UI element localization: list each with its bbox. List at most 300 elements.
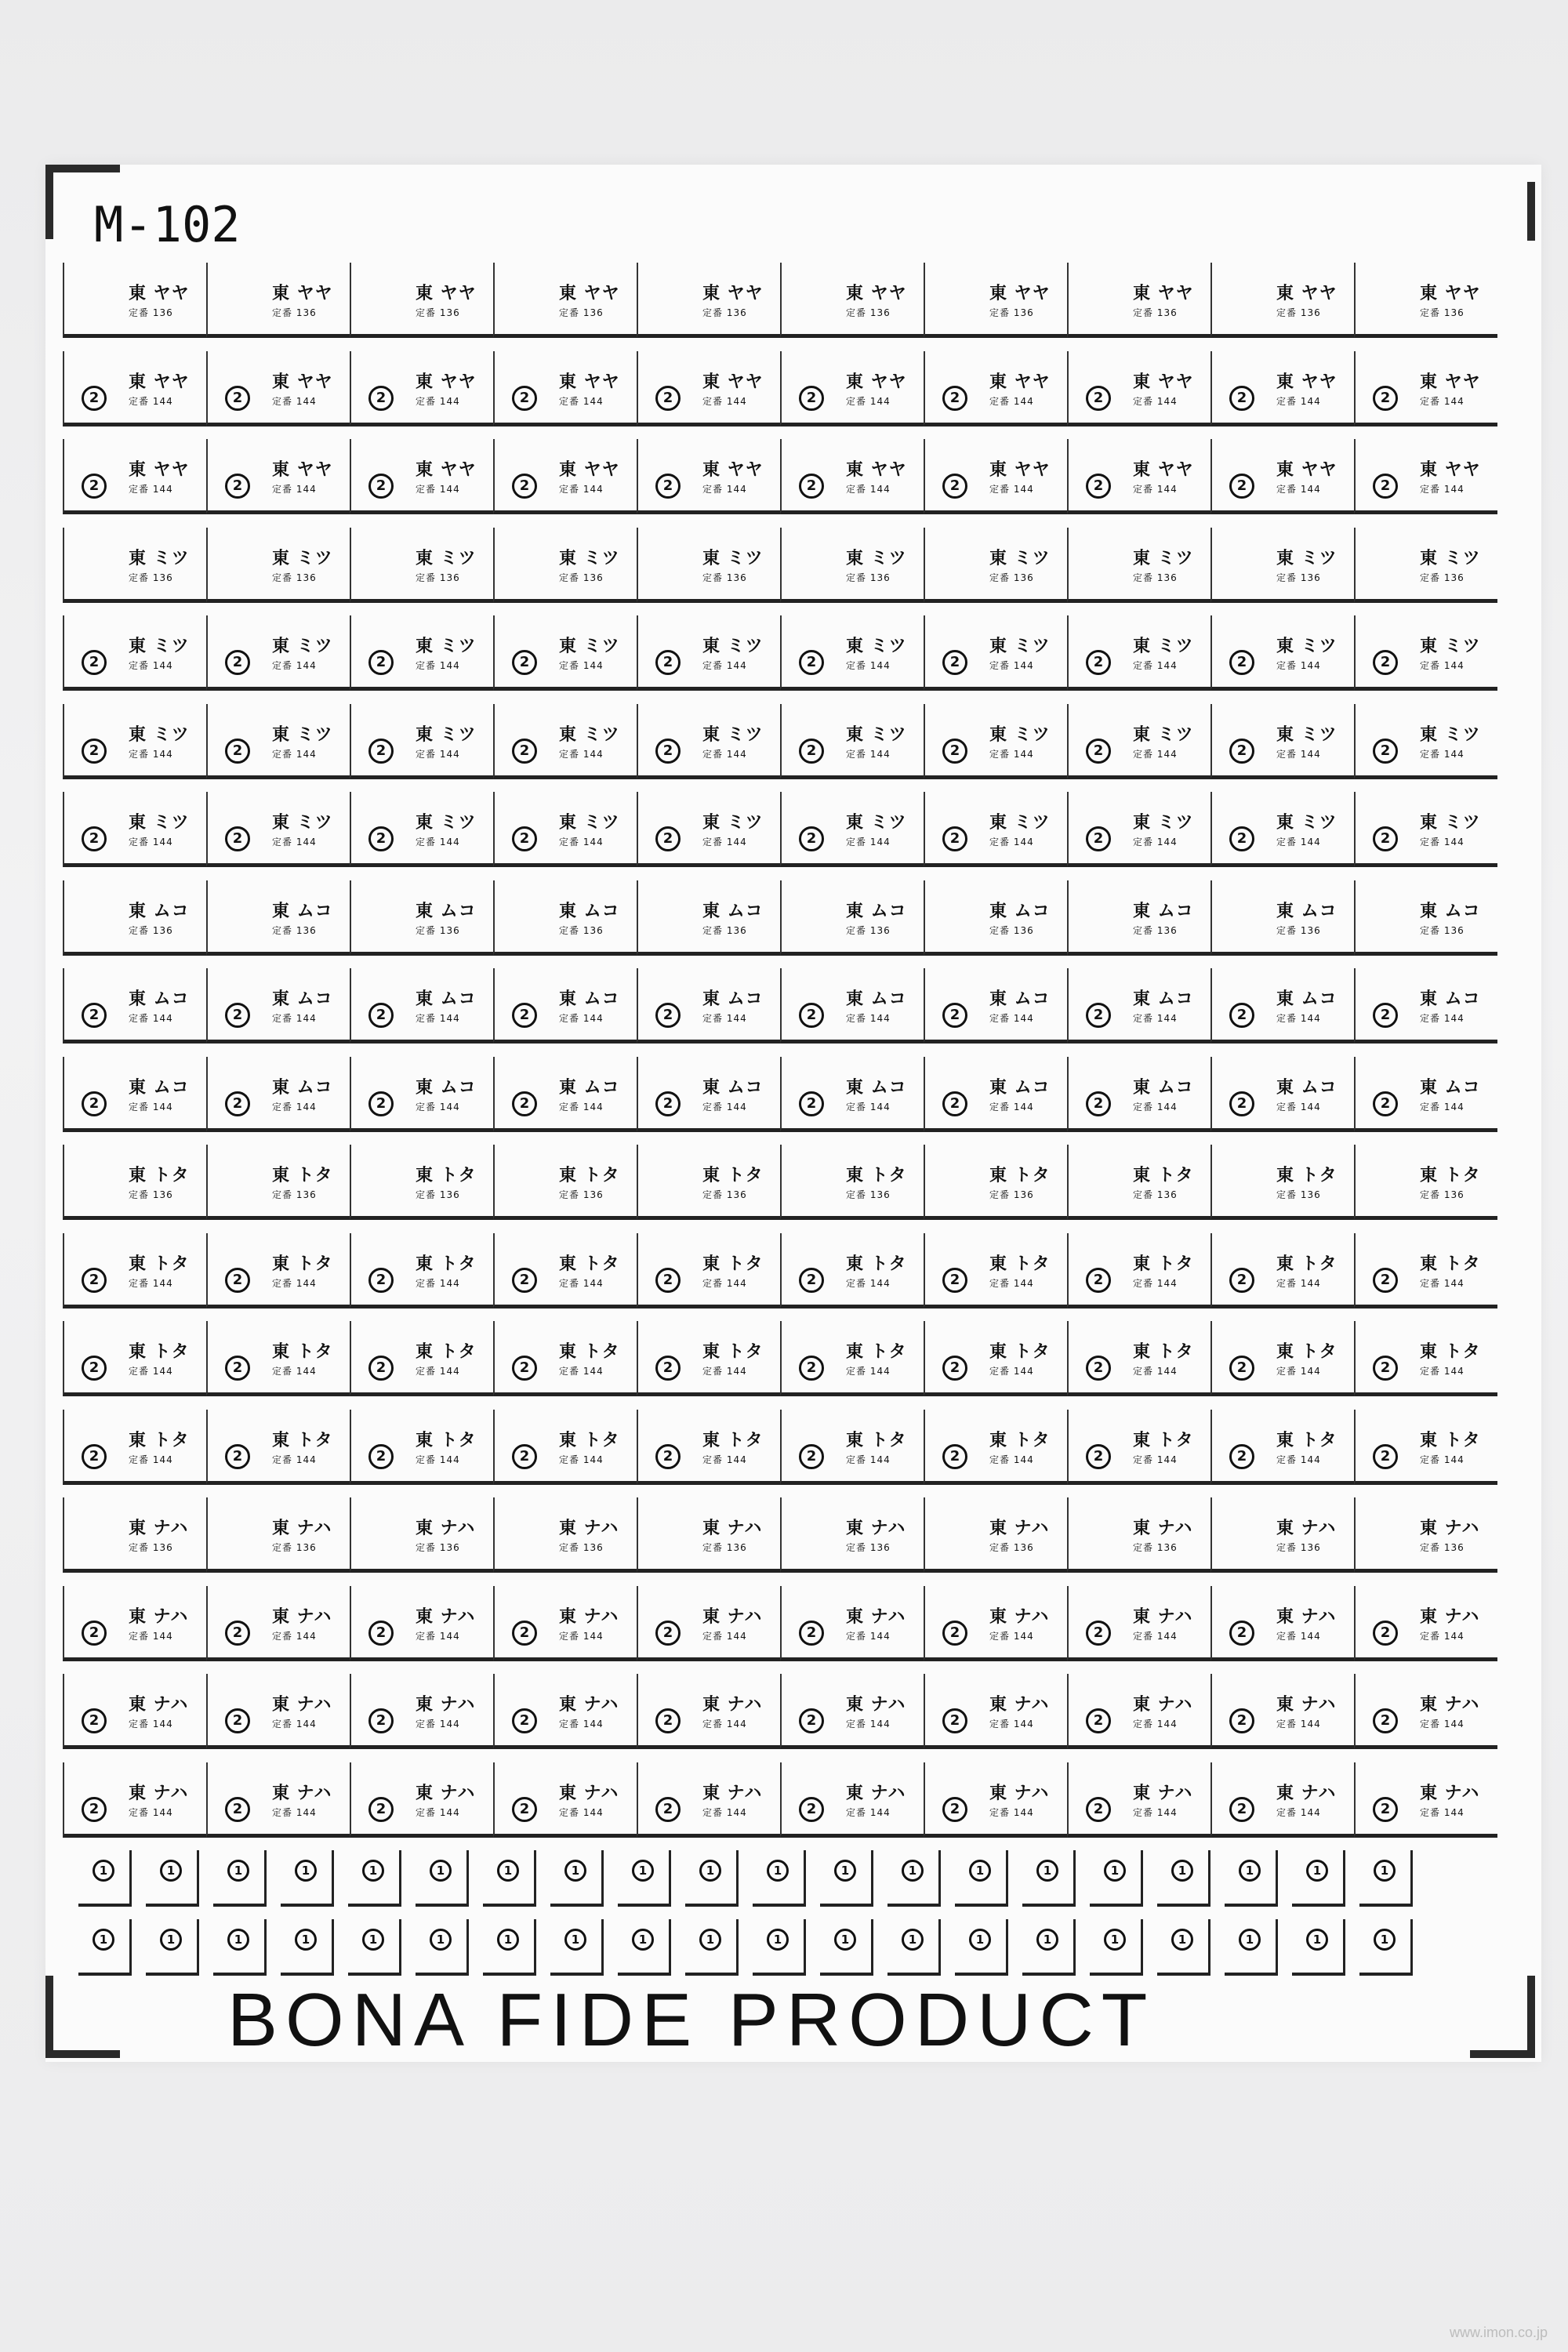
circled-one-badge: 1 — [295, 1929, 317, 1951]
decal-cell — [63, 439, 206, 514]
depot-marking — [272, 545, 333, 584]
depot-code: 東 ミツ — [1420, 548, 1481, 568]
circled-number-badge: 2 — [1229, 1444, 1254, 1469]
depot-marking — [1276, 456, 1338, 495]
capacity-number: 定番 136 — [702, 572, 747, 583]
decal-cell — [924, 1057, 1067, 1132]
circled-number-badge: 2 — [512, 739, 537, 764]
circled-number-badge: 2 — [512, 1708, 537, 1733]
decal-cell — [637, 615, 780, 691]
capacity-number: 定番 144 — [416, 1454, 460, 1465]
circled-one-badge: 1 — [1036, 1929, 1058, 1951]
circled-one-badge: 1 — [834, 1929, 856, 1951]
capacity-number: 定番 144 — [989, 1277, 1034, 1289]
depot-code: 東 トタ — [846, 1342, 907, 1362]
circled-number-badge: 2 — [225, 1268, 250, 1293]
circled-number-badge: 2 — [1229, 1356, 1254, 1381]
circled-number-badge: 2 — [1086, 1444, 1111, 1469]
capacity-number: 定番 144 — [1276, 484, 1321, 495]
circled-number-badge: 2 — [512, 1797, 537, 1822]
depot-code: 東 トタ — [846, 1430, 907, 1450]
depot-marking — [989, 1780, 1049, 1819]
depot-code: 東 ヤヤ — [1133, 284, 1194, 303]
depot-marking — [416, 1250, 477, 1290]
depot-marking — [989, 456, 1051, 495]
capacity-number: 定番 136 — [1133, 572, 1178, 583]
depot-code: 東 トタ — [129, 1166, 190, 1185]
capacity-number: 定番 144 — [1133, 1454, 1178, 1465]
circled-number-badge: 2 — [1229, 386, 1254, 411]
depot-marking — [989, 1515, 1049, 1554]
depot-code: 東 ムコ — [846, 1077, 907, 1098]
depot-code: 東 ムコ — [272, 989, 333, 1009]
depot-marking — [416, 809, 477, 848]
decal-cell — [493, 968, 637, 1044]
circled-number-badge: 2 — [1373, 826, 1398, 851]
depot-marking — [416, 280, 477, 319]
decal-cell — [206, 528, 350, 603]
circled-number-badge: 2 — [655, 1797, 681, 1822]
decal-cell — [1354, 263, 1497, 338]
depot-code: 東 トタ — [989, 1166, 1051, 1185]
depot-marking — [989, 809, 1051, 848]
capacity-number: 定番 144 — [1420, 660, 1465, 671]
decal-cell — [63, 792, 206, 867]
decal-cell — [780, 439, 924, 514]
capacity-number: 定番 136 — [1420, 1189, 1465, 1200]
depot-code: 東 ミツ — [846, 548, 907, 568]
decal-cell — [206, 1321, 350, 1396]
depot-code: 東 ムコ — [129, 989, 190, 1009]
depot-marking — [272, 1338, 333, 1377]
capacity-number: 定番 144 — [129, 1101, 173, 1112]
capacity-number: 定番 144 — [1133, 1366, 1178, 1377]
depot-code: 東 ナハ — [702, 1606, 763, 1627]
decal-cell — [1354, 1145, 1497, 1220]
decal-cell — [1210, 1233, 1354, 1308]
decal-cell — [493, 880, 637, 956]
circled-number-badge: 2 — [1373, 474, 1398, 499]
depot-marking — [989, 1427, 1051, 1466]
capacity-number: 定番 144 — [1133, 395, 1178, 407]
depot-code: 東 ミツ — [702, 548, 764, 568]
depot-code: 東 ミツ — [1276, 548, 1338, 568]
circled-number-badge: 2 — [368, 1356, 394, 1381]
depot-marking — [416, 1691, 475, 1730]
depot-code: 東 トタ — [702, 1254, 764, 1274]
depot-marking — [559, 1515, 619, 1554]
circled-number-badge: 2 — [799, 386, 824, 411]
depot-marking — [702, 721, 764, 760]
decal-cell — [493, 1321, 637, 1396]
circled-one-badge: 1 — [902, 1929, 924, 1951]
circled-number-badge: 2 — [655, 650, 681, 675]
capacity-number: 定番 144 — [416, 1719, 460, 1730]
circled-number-badge: 2 — [82, 1708, 107, 1733]
decal-cell — [924, 1762, 1067, 1838]
decal-cell — [1067, 263, 1210, 338]
depot-code: 東 トタ — [1420, 1430, 1481, 1450]
capacity-number: 定番 144 — [846, 395, 891, 407]
number-decal — [483, 1919, 536, 1976]
depot-code: 東 トタ — [1420, 1254, 1481, 1274]
number-decal — [1292, 1919, 1345, 1976]
circled-number-badge: 2 — [225, 1621, 250, 1646]
circled-one-badge: 1 — [430, 1860, 452, 1882]
number-decal — [753, 1850, 806, 1907]
depot-code: 東 トタ — [559, 1254, 620, 1274]
decal-row — [63, 615, 1497, 704]
decal-cell — [1210, 1410, 1354, 1485]
capacity-number: 定番 144 — [416, 837, 460, 848]
capacity-number: 定番 144 — [1420, 1277, 1465, 1289]
circled-number-badge: 2 — [1373, 1708, 1398, 1733]
depot-marking — [989, 898, 1051, 937]
depot-code: 東 ナハ — [989, 1783, 1050, 1803]
number-decal — [1157, 1919, 1210, 1976]
depot-code: 東 ナハ — [702, 1695, 763, 1715]
depot-code: 東 ナハ — [1420, 1606, 1480, 1627]
capacity-number: 定番 144 — [129, 1719, 173, 1730]
circled-one-badge: 1 — [430, 1929, 452, 1951]
depot-code: 東 ミツ — [1133, 813, 1194, 833]
capacity-number: 定番 144 — [1133, 1806, 1178, 1818]
depot-code: 東 ナハ — [846, 1783, 906, 1803]
capacity-number: 定番 144 — [559, 1013, 604, 1024]
depot-marking — [1276, 368, 1338, 408]
decal-cell — [1210, 1145, 1354, 1220]
circled-number-badge: 2 — [799, 1797, 824, 1822]
depot-marking — [846, 1074, 907, 1113]
depot-code: 東 ナハ — [559, 1519, 619, 1538]
number-decal — [213, 1850, 267, 1907]
decal-cell — [493, 263, 637, 338]
capacity-number: 定番 144 — [272, 1630, 317, 1642]
capacity-number: 定番 144 — [416, 660, 460, 671]
depot-marking — [272, 985, 333, 1025]
depot-marking — [1420, 1162, 1481, 1201]
number-decal — [281, 1850, 334, 1907]
depot-marking — [1276, 1162, 1338, 1201]
decal-cell — [63, 1497, 206, 1573]
depot-code: 東 トタ — [702, 1430, 764, 1450]
decal-cell — [350, 263, 493, 338]
depot-code: 東 ヤヤ — [1420, 284, 1481, 303]
depot-code: 東 ミツ — [1133, 548, 1194, 568]
decal-cell — [206, 968, 350, 1044]
capacity-number: 定番 144 — [129, 1277, 173, 1289]
depot-marking — [989, 1074, 1051, 1113]
capacity-number: 定番 136 — [416, 1542, 460, 1553]
depot-code: 東 トタ — [416, 1254, 477, 1274]
depot-code: 東 トタ — [702, 1342, 764, 1362]
capacity-number: 定番 136 — [702, 924, 747, 936]
circled-number-badge: 2 — [1086, 474, 1111, 499]
depot-marking — [1133, 1603, 1192, 1642]
decal-cell — [206, 1233, 350, 1308]
decal-cell — [1354, 439, 1497, 514]
depot-marking — [989, 985, 1051, 1025]
capacity-number: 定番 136 — [416, 1189, 460, 1200]
capacity-number: 定番 144 — [129, 1366, 173, 1377]
circled-one-badge: 1 — [969, 1860, 991, 1882]
depot-code: 東 トタ — [416, 1430, 477, 1450]
capacity-number: 定番 136 — [1133, 307, 1178, 318]
depot-code: 東 ナハ — [1133, 1783, 1193, 1803]
circled-number-badge: 2 — [942, 1268, 967, 1293]
decal-cell — [780, 1145, 924, 1220]
depot-marking — [846, 1780, 906, 1819]
decal-cell — [637, 439, 780, 514]
depot-code: 東 ナハ — [129, 1519, 189, 1538]
number-decal — [685, 1919, 739, 1976]
capacity-number: 定番 144 — [559, 1454, 604, 1465]
decal-row — [63, 968, 1497, 1057]
decal-cell — [637, 1321, 780, 1396]
capacity-number: 定番 144 — [1133, 1277, 1178, 1289]
circled-one-badge: 1 — [1171, 1860, 1193, 1882]
depot-marking — [846, 1603, 906, 1642]
decal-row — [63, 1145, 1497, 1233]
depot-code: 東 ヤヤ — [846, 460, 907, 480]
circled-one-badge: 1 — [1104, 1860, 1126, 1882]
depot-code: 東 トタ — [1276, 1430, 1338, 1450]
number-decal — [78, 1850, 132, 1907]
capacity-number: 定番 144 — [1276, 1454, 1321, 1465]
decal-cell — [1210, 1321, 1354, 1396]
circled-number-badge: 2 — [1086, 1621, 1111, 1646]
number-decal — [955, 1919, 1008, 1976]
depot-code: 東 ヤヤ — [416, 372, 477, 392]
decal-cell — [780, 1674, 924, 1749]
capacity-number: 定番 144 — [129, 837, 173, 848]
capacity-number: 定番 144 — [989, 1101, 1034, 1112]
capacity-number: 定番 144 — [272, 484, 317, 495]
decal-cell — [637, 1145, 780, 1220]
decal-cell — [1354, 615, 1497, 691]
depot-code: 東 ムコ — [1276, 1077, 1338, 1098]
depot-code: 東 ムコ — [416, 901, 477, 921]
capacity-number: 定番 144 — [989, 484, 1034, 495]
decal-cell — [1067, 792, 1210, 867]
depot-marking — [846, 456, 907, 495]
depot-marking — [1420, 456, 1481, 495]
capacity-number: 定番 144 — [129, 395, 173, 407]
product-code: M-102 — [94, 196, 241, 253]
circled-number-badge: 2 — [82, 826, 107, 851]
circled-number-badge: 2 — [225, 650, 250, 675]
depot-marking — [1133, 456, 1194, 495]
decal-cell — [1210, 968, 1354, 1044]
depot-code: 東 ナハ — [1420, 1783, 1480, 1803]
depot-code: 東 トタ — [1133, 1342, 1194, 1362]
depot-marking — [559, 1074, 620, 1113]
depot-code: 東 ミツ — [989, 813, 1051, 833]
decal-cell — [493, 1410, 637, 1485]
circled-one-badge: 1 — [767, 1929, 789, 1951]
depot-marking — [702, 1162, 764, 1201]
depot-code: 東 ミツ — [272, 813, 333, 833]
capacity-number: 定番 144 — [416, 1366, 460, 1377]
circled-number-badge: 2 — [942, 1621, 967, 1646]
decal-cell — [206, 263, 350, 338]
depot-code: 東 ヤヤ — [1276, 284, 1338, 303]
depot-marking — [702, 1074, 764, 1113]
depot-marking — [1420, 1338, 1481, 1377]
decal-cell — [924, 263, 1067, 338]
depot-code: 東 ミツ — [129, 724, 190, 745]
circled-number-badge: 2 — [82, 1621, 107, 1646]
circled-one-badge: 1 — [969, 1929, 991, 1951]
capacity-number: 定番 144 — [129, 484, 173, 495]
decal-cell — [63, 968, 206, 1044]
decal-cell — [206, 1497, 350, 1573]
depot-marking — [1133, 1427, 1194, 1466]
decal-cell — [780, 704, 924, 779]
depot-marking — [272, 1427, 333, 1466]
depot-code: 東 ヤヤ — [846, 284, 907, 303]
decal-cell — [350, 1410, 493, 1485]
capacity-number: 定番 144 — [1276, 395, 1321, 407]
depot-code: 東 ヤヤ — [846, 372, 907, 392]
depot-code: 東 ヤヤ — [129, 460, 190, 480]
depot-marking — [416, 1603, 475, 1642]
decal-cell — [350, 615, 493, 691]
decal-cell — [493, 704, 637, 779]
decal-cell — [637, 792, 780, 867]
depot-code: 東 ミツ — [1133, 724, 1194, 745]
circled-number-badge: 2 — [82, 650, 107, 675]
decal-cell — [350, 1762, 493, 1838]
decal-cell — [637, 1762, 780, 1838]
capacity-number: 定番 144 — [1276, 1277, 1321, 1289]
watermark-credit: www.imon.co.jp — [1449, 2325, 1548, 2340]
circled-number-badge: 2 — [655, 474, 681, 499]
decal-cell — [637, 704, 780, 779]
decal-cell — [350, 351, 493, 426]
decal-cell — [1354, 880, 1497, 956]
depot-marking — [702, 898, 764, 937]
depot-marking — [1133, 1162, 1194, 1201]
circled-number-badge: 2 — [225, 1356, 250, 1381]
capacity-number: 定番 136 — [846, 572, 891, 583]
depot-marking — [846, 545, 907, 584]
capacity-number: 定番 144 — [1276, 660, 1321, 671]
depot-code: 東 ムコ — [559, 989, 620, 1009]
capacity-number: 定番 144 — [1276, 1101, 1321, 1112]
depot-code: 東 ヤヤ — [416, 460, 477, 480]
depot-marking — [1276, 545, 1338, 584]
depot-code: 東 トタ — [272, 1166, 333, 1185]
depot-marking — [1276, 1250, 1338, 1290]
depot-marking — [129, 809, 190, 848]
circled-number-badge: 2 — [1373, 386, 1398, 411]
depot-marking — [416, 1515, 475, 1554]
capacity-number: 定番 144 — [416, 484, 460, 495]
depot-marking — [1133, 1250, 1194, 1290]
decal-cell — [63, 704, 206, 779]
decal-cell — [924, 704, 1067, 779]
decal-cell — [350, 528, 493, 603]
circled-number-badge: 2 — [82, 1797, 107, 1822]
depot-marking — [989, 280, 1051, 319]
depot-marking — [416, 985, 477, 1025]
depot-marking — [559, 368, 620, 408]
capacity-number: 定番 136 — [129, 1542, 173, 1553]
circled-number-badge: 2 — [225, 1091, 250, 1116]
capacity-number: 定番 136 — [1133, 924, 1178, 936]
depot-marking — [702, 633, 764, 672]
decal-cell — [1067, 704, 1210, 779]
circled-number-badge: 2 — [655, 386, 681, 411]
circled-number-badge: 2 — [1086, 1003, 1111, 1028]
depot-code: 東 ミツ — [1276, 637, 1338, 656]
depot-code: 東 ヤヤ — [416, 284, 477, 303]
circled-number-badge: 2 — [655, 1708, 681, 1733]
circled-number-badge: 2 — [1086, 1268, 1111, 1293]
circled-number-badge: 2 — [1086, 1091, 1111, 1116]
decal-cell — [1067, 968, 1210, 1044]
decal-cell — [637, 1586, 780, 1661]
capacity-number: 定番 144 — [702, 1277, 747, 1289]
circled-number-badge: 2 — [225, 386, 250, 411]
number-decal — [213, 1919, 267, 1976]
depot-code: 東 トタ — [1420, 1342, 1481, 1362]
capacity-number: 定番 136 — [846, 924, 891, 936]
depot-code: 東 ナハ — [1133, 1606, 1193, 1627]
decal-cell — [1210, 1762, 1354, 1838]
depot-code: 東 ミツ — [129, 813, 190, 833]
capacity-number: 定番 144 — [846, 1454, 891, 1465]
circled-number-badge: 2 — [512, 650, 537, 675]
capacity-number: 定番 136 — [272, 572, 317, 583]
decal-row — [63, 1674, 1497, 1762]
circled-number-badge: 2 — [655, 1268, 681, 1293]
depot-marking — [129, 898, 190, 937]
depot-marking — [559, 633, 620, 672]
capacity-number: 定番 136 — [1133, 1189, 1178, 1200]
depot-code: 東 トタ — [272, 1342, 333, 1362]
decal-cell — [780, 1762, 924, 1838]
depot-code: 東 ミツ — [416, 813, 477, 833]
capacity-number: 定番 144 — [1276, 1366, 1321, 1377]
capacity-number: 定番 136 — [989, 307, 1034, 318]
depot-marking — [1420, 721, 1481, 760]
capacity-number: 定番 144 — [846, 1630, 891, 1642]
circled-number-badge: 2 — [1373, 1797, 1398, 1822]
capacity-number: 定番 144 — [1420, 748, 1465, 760]
capacity-number: 定番 136 — [559, 1542, 604, 1553]
depot-code: 東 ナハ — [416, 1695, 476, 1715]
depot-marking — [272, 368, 333, 408]
depot-code: 東 ナハ — [989, 1519, 1050, 1538]
capacity-number: 定番 144 — [846, 1277, 891, 1289]
decal-cell — [1067, 1145, 1210, 1220]
circled-number-badge: 2 — [655, 739, 681, 764]
decal-row — [63, 439, 1497, 528]
circled-number-badge: 2 — [799, 739, 824, 764]
capacity-number: 定番 144 — [559, 1277, 604, 1289]
depot-marking — [989, 721, 1051, 760]
decal-row — [63, 1410, 1497, 1498]
decal-cell — [780, 528, 924, 603]
depot-marking — [129, 1691, 188, 1730]
depot-marking — [1133, 633, 1194, 672]
circled-number-badge: 2 — [225, 1003, 250, 1028]
circled-one-badge: 1 — [227, 1929, 249, 1951]
circled-one-badge: 1 — [497, 1860, 519, 1882]
depot-code: 東 ムコ — [1276, 989, 1338, 1009]
